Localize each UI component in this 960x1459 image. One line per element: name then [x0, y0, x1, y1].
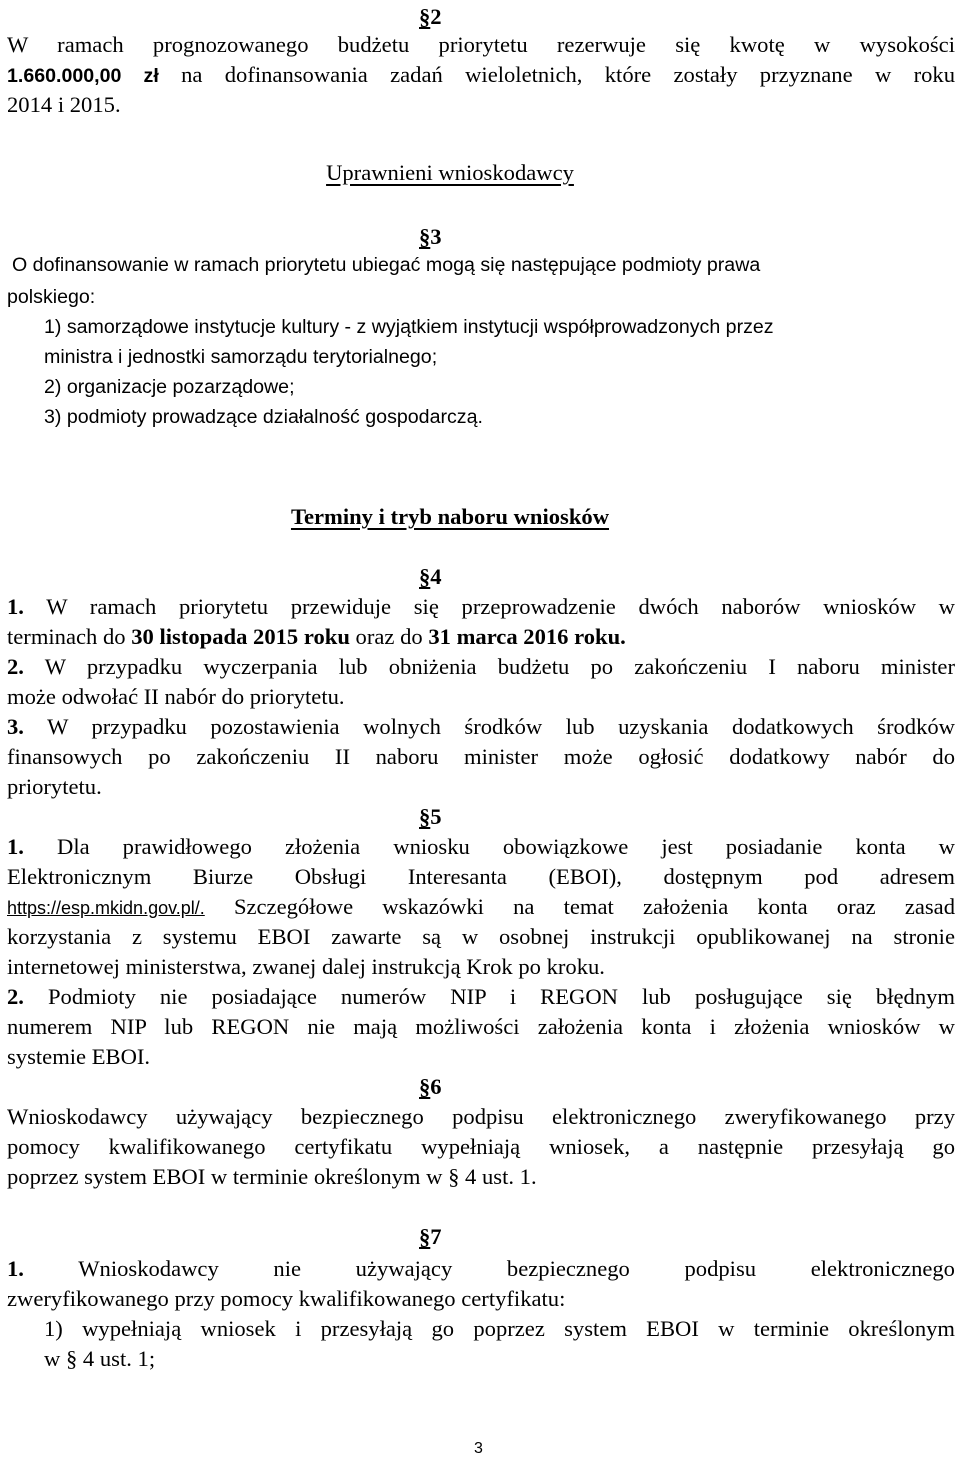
item-number: 2. [7, 984, 24, 1009]
p5-item-1-line-4: korzystania z systemu EBOI zawarte są w osobnej instrukcji opublikowanej na stronie [7, 924, 955, 949]
section-symbol: § [419, 4, 431, 29]
p4-item-2-line-2: może odwołać II nabór do priorytetu. [7, 684, 345, 709]
item-number: 2. [7, 654, 24, 679]
paragraph-5-heading: §5 [419, 804, 442, 829]
paragraph-4-heading: §4 [419, 564, 442, 589]
section-heading-applicants: Uprawnieni wnioskodawcy [326, 160, 574, 185]
p5-item-2-line-1: 2. Podmioty nie posiadające numerów NIP i REGON lub posługujące się błędnym [7, 984, 955, 1009]
p7-item-1-line-1: 1. Wnioskodawcy nie używający bezpiecznego podpisu elektronicznego [7, 1256, 955, 1281]
paragraph-2-heading: §2 [419, 4, 442, 29]
deadline-1: 30 listopada 2015 roku [131, 624, 350, 649]
deadline-2: 31 marca 2016 roku. [428, 624, 626, 649]
p4-item-3-line-2: finansowych po zakończeniu II naboru minister może ogłosić dodatkowy nabór do [7, 744, 955, 769]
p4-item-3-line-1: 3. W przypadku pozostawienia wolnych środków lub uzyskania dodatkowych środków [7, 714, 955, 739]
p5-item-1-line-1: 1. Dla prawidłowego złożenia wniosku obowiązkowe jest posiadanie konta w [7, 834, 955, 859]
p2-line-3: 2014 i 2015. [7, 92, 121, 117]
item-number: 1. [7, 1256, 24, 1281]
p2-line-2: 1.660.000,00 zł na dofinansowania zadań wieloletnich, które zostały przyznane w roku [7, 62, 956, 87]
item-number: 1. [7, 834, 24, 859]
p2-line-1: W ramach prognozowanego budżetu priorytetu rezerwuje się kwotę w wysokości [7, 32, 955, 57]
paragraph-3-heading: §3 [419, 224, 442, 249]
amount: 1.660.000,00 zł [7, 65, 159, 87]
p5-item-2-line-2: numerem NIP lub REGON nie mają możliwości założenia konta i złożenia wniosków w [7, 1014, 955, 1039]
section-heading-deadlines: Terminy i tryb naboru wniosków [290, 504, 610, 529]
page-number: 3 [474, 1440, 483, 1457]
p5-item-1-line-5: internetowej ministerstwa, zwanej dalej instrukcją Krok po kroku. [7, 954, 605, 979]
p4-item-2-line-1: 2. W przypadku wyczerpania lub obniżenia budżetu po zakończeniu I naboru minister [7, 654, 955, 679]
p7-item-1-line-2: zweryfikowanego przy pomocy kwalifikowanego certyfikatu: [7, 1286, 566, 1311]
p5-item-1-line-2: Elektronicznym Biurze Obsługi Interesanta (EBOI), dostępnym pod adresem [7, 864, 955, 889]
p5-item-1-line-3: https://esp.mkidn.gov.pl/. Szczegółowe wskazówki na temat założenia konta oraz zasad [7, 894, 955, 919]
p6-line-3: poprzez system EBOI w terminie określonym w § 4 ust. 1. [7, 1164, 537, 1189]
p4-item-3-line-3: priorytetu. [7, 774, 102, 799]
paragraph-7-heading: §7 [419, 1224, 442, 1249]
p3-line-2: polskiego: [7, 286, 96, 308]
p6-line-1: Wnioskodawcy używający bezpiecznego podpisu elektronicznego zweryfikowanego przy [7, 1104, 955, 1129]
item-number: 3. [7, 714, 24, 739]
p7-subitem-1-line-2: w § 4 ust. 1; [44, 1346, 156, 1371]
item-number: 1. [7, 594, 24, 619]
paragraph-6-heading: §6 [419, 1074, 442, 1099]
p4-item-1-line-2: terminach do 30 listopada 2015 roku oraz do 31 marca 2016 roku. [7, 624, 626, 649]
p6-line-2: pomocy kwalifikowanego certyfikatu wypełniają wniosek, a następnie przesyłają go [7, 1134, 955, 1159]
p7-subitem-1-line-1: 1) wypełniają wniosek i przesyłają go poprzez system EBOI w terminie określonym [44, 1316, 955, 1341]
p5-item-2-line-3: systemie EBOI. [7, 1044, 151, 1069]
p3-line-1: O dofinansowanie w ramach priorytetu ubiegać mogą się następujące podmioty prawa [12, 254, 761, 276]
p3-item-2: 2) organizacje pozarządowe; [44, 376, 295, 398]
p3-item-1-cont: ministra i jednostki samorządu terytorialnego; [44, 346, 438, 368]
eboi-link[interactable]: https://esp.mkidn.gov.pl/. [7, 898, 205, 918]
p4-item-1-line-1: 1. W ramach priorytetu przewiduje się przeprowadzenie dwóch naborów wniosków w [7, 594, 955, 619]
p3-item-3: 3) podmioty prowadzące działalność gospodarczą. [44, 406, 483, 428]
p3-item-1: 1) samorządowe instytucje kultury - z wyjątkiem instytucji współprowadzonych przez [44, 316, 774, 338]
